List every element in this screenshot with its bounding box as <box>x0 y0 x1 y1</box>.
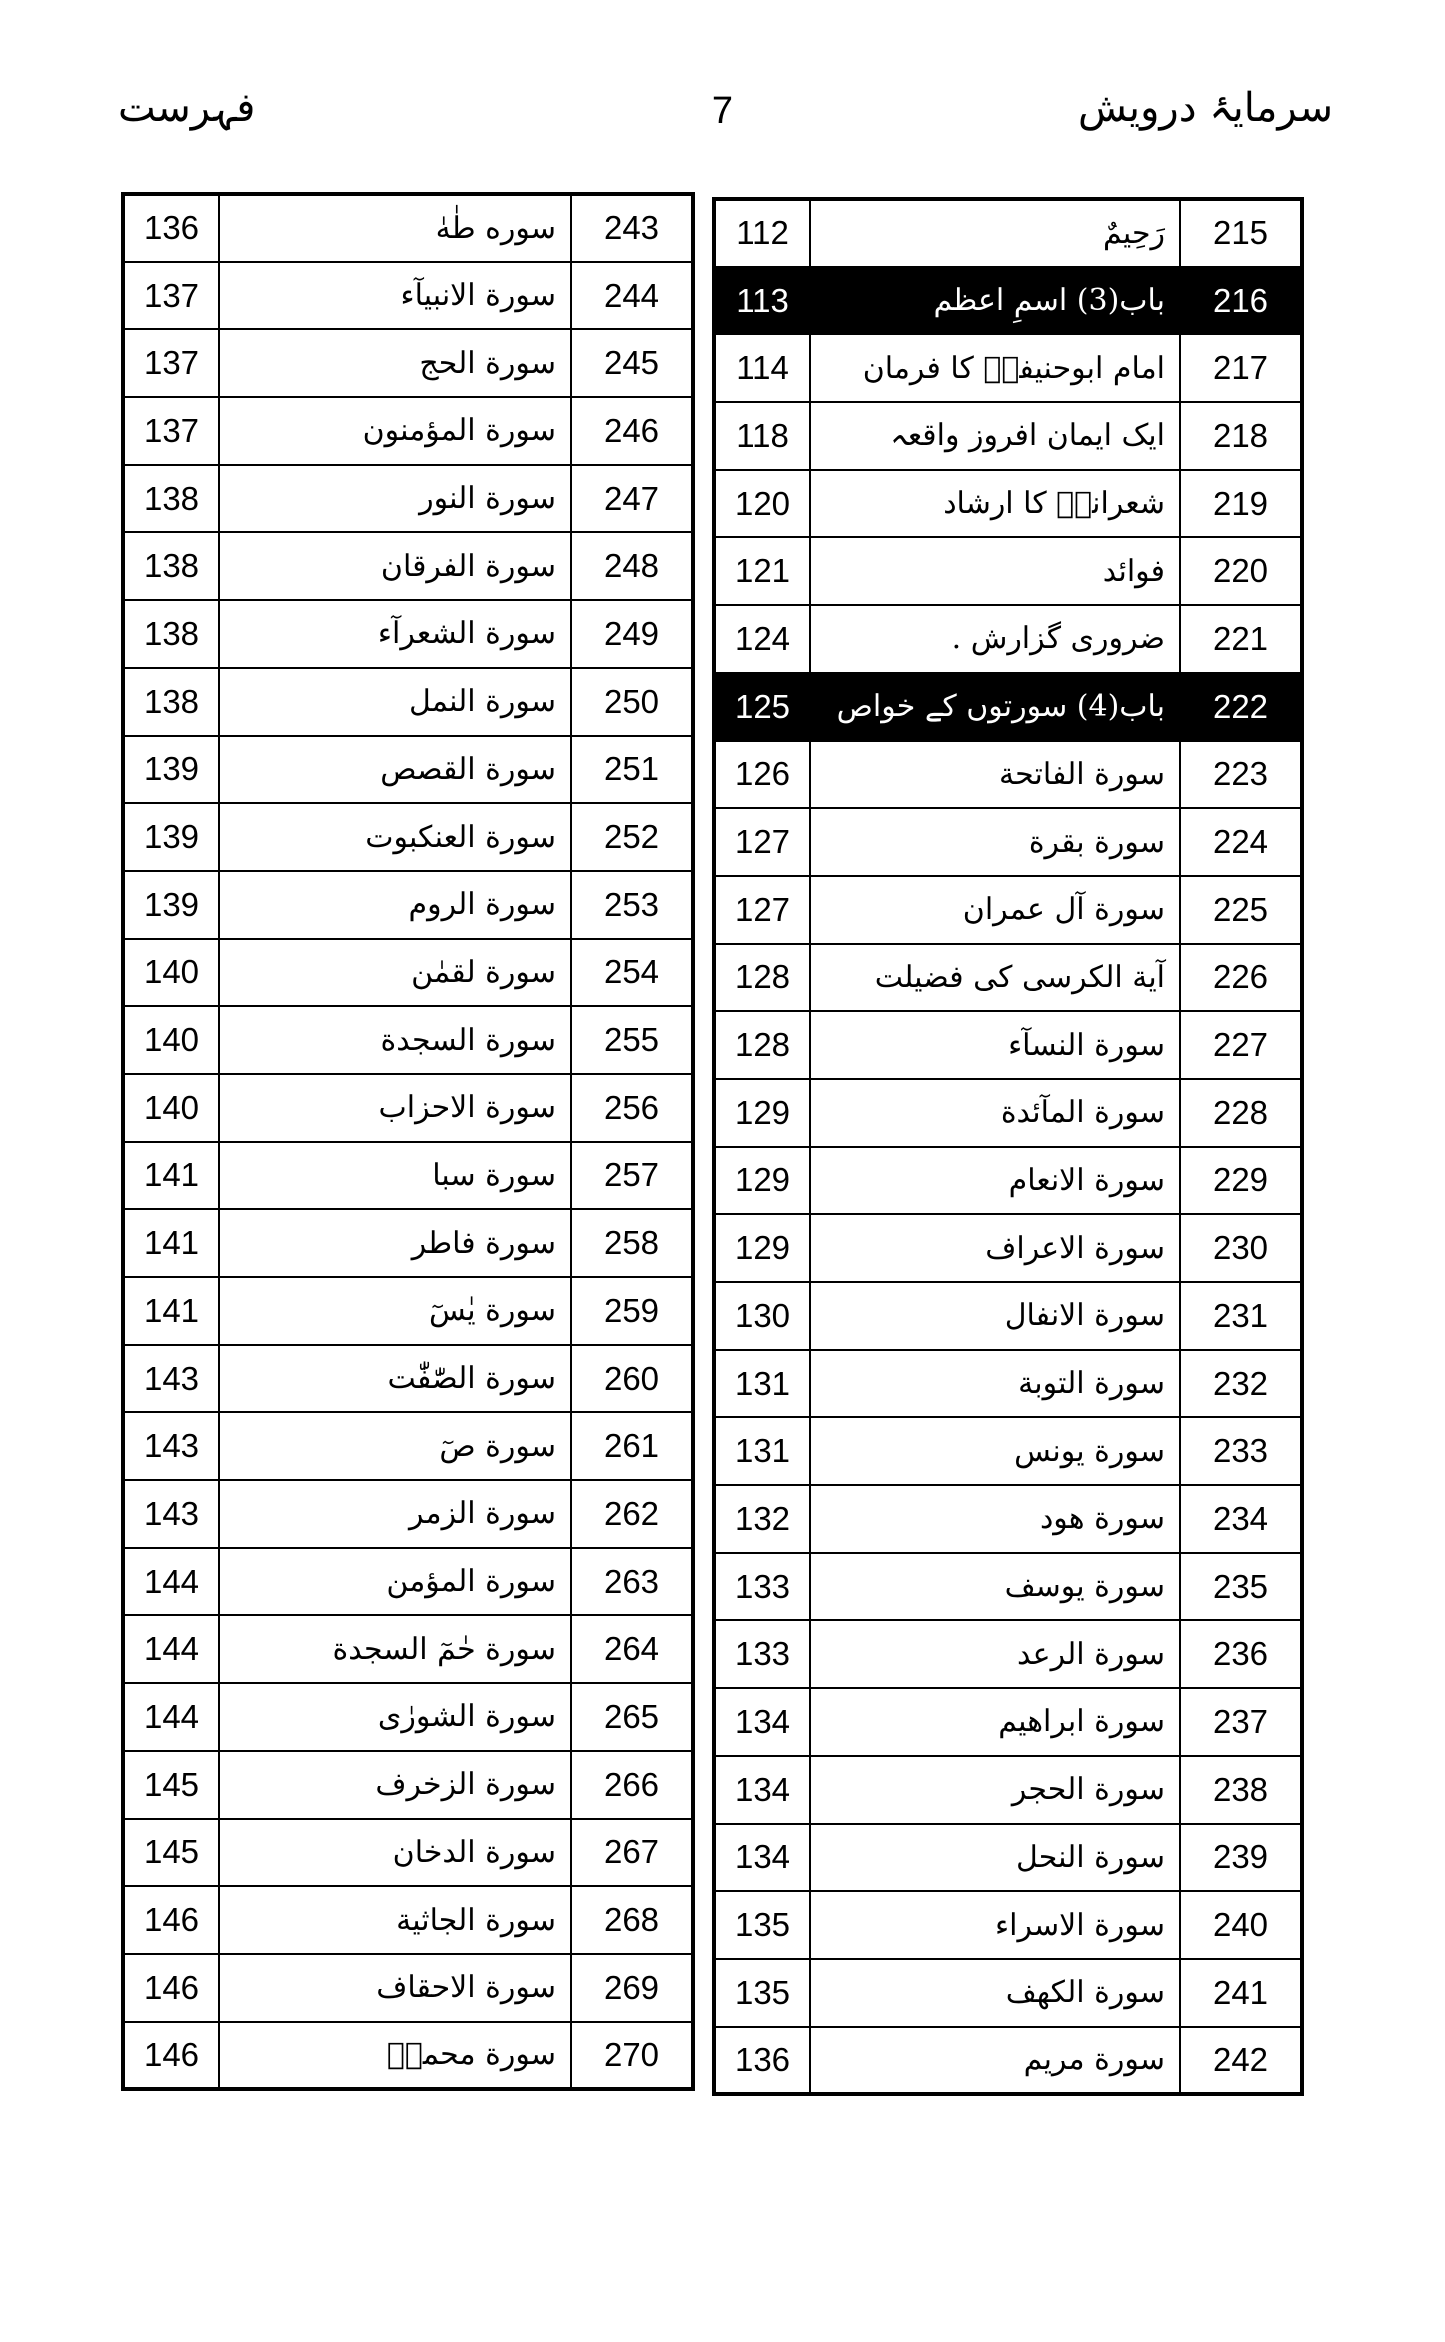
toc-row <box>714 334 1302 402</box>
toc-entry-title: سورة النسآء <box>810 1011 1180 1079</box>
toc-entry-title: سورة الشورٰی <box>219 1683 571 1751</box>
toc-page-number: 118 <box>714 402 810 470</box>
toc-entry-number: 242 <box>1180 2027 1302 2095</box>
toc-entry-number: 215 <box>1180 199 1302 267</box>
toc-page-number: 135 <box>714 1959 810 2027</box>
toc-page-number: 126 <box>714 741 810 809</box>
toc-entry-number: 265 <box>571 1683 693 1751</box>
toc-entry-title: سورة المؤمن <box>219 1548 571 1616</box>
toc-row <box>714 1282 1302 1350</box>
toc-page-number: 120 <box>714 470 810 538</box>
toc-row <box>714 1147 1302 1215</box>
toc-page-number: 143 <box>123 1412 219 1480</box>
toc-entry-title: سوره طٰهٰ <box>219 194 571 262</box>
toc-page-number: 146 <box>123 2022 219 2090</box>
toc-page-number: 140 <box>123 1006 219 1074</box>
toc-entry-title: سورة الانفال <box>810 1282 1180 1350</box>
toc-row <box>123 1345 693 1413</box>
toc-entry-title: شعرانیؒ کا ارشاد <box>810 470 1180 538</box>
toc-chapter-row <box>714 267 1302 335</box>
toc-row <box>123 1954 693 2022</box>
toc-row <box>123 736 693 804</box>
toc-entry-title: سورة آل عمران <box>810 876 1180 944</box>
toc-entry-number: 263 <box>571 1548 693 1616</box>
toc-entry-number: 222 <box>1180 673 1302 741</box>
toc-row <box>714 1620 1302 1688</box>
toc-page-number: 128 <box>714 944 810 1012</box>
toc-page-number: 124 <box>714 605 810 673</box>
toc-entry-title: سورة الزخرف <box>219 1751 571 1819</box>
toc-entry-number: 255 <box>571 1006 693 1074</box>
toc-page-number: 143 <box>123 1480 219 1548</box>
toc-entry-title: آية الكرسی کی فضیلت <box>810 944 1180 1012</box>
toc-row <box>714 1553 1302 1621</box>
toc-entry-title: سورة صٓ <box>219 1412 571 1480</box>
toc-page-number: 137 <box>123 397 219 465</box>
toc-entry-title: سورة سبا <box>219 1142 571 1210</box>
toc-row <box>123 1480 693 1548</box>
toc-entry-number: 243 <box>571 194 693 262</box>
toc-page-number: 133 <box>714 1553 810 1621</box>
toc-page-number: 131 <box>714 1350 810 1418</box>
toc-page-number: 129 <box>714 1147 810 1215</box>
toc-page-number: 145 <box>123 1751 219 1819</box>
toc-row <box>714 199 1302 267</box>
toc-page-number: 146 <box>123 1954 219 2022</box>
toc-entry-title: سورة الانعام <box>810 1147 1180 1215</box>
toc-entry-title: سورة الحج <box>219 329 571 397</box>
toc-entry-title: سورة فاطر <box>219 1209 571 1277</box>
toc-entry-number: 230 <box>1180 1214 1302 1282</box>
toc-entry-number: 266 <box>571 1751 693 1819</box>
toc-entry-number: 224 <box>1180 808 1302 876</box>
toc-entry-title: باب(4) سورتوں کے خواص <box>810 673 1180 741</box>
toc-row <box>714 1824 1302 1892</box>
toc-page-number: 144 <box>123 1615 219 1683</box>
toc-chapter-row <box>714 673 1302 741</box>
toc-page-number: 146 <box>123 1886 219 1954</box>
toc-entry-title: باب(3) اسمِ اعظم <box>810 267 1180 335</box>
toc-entry-title: سورة الانبيآء <box>219 262 571 330</box>
toc-entry-number: 248 <box>571 532 693 600</box>
toc-entry-number: 235 <box>1180 1553 1302 1621</box>
toc-entry-number: 269 <box>571 1954 693 2022</box>
toc-row <box>714 2027 1302 2095</box>
toc-row <box>123 600 693 668</box>
toc-entry-number: 262 <box>571 1480 693 1548</box>
toc-page-number: 127 <box>714 808 810 876</box>
toc-page-number: 134 <box>714 1756 810 1824</box>
toc-entry-title: سورة الفرقان <box>219 532 571 600</box>
toc-entry-title: سورة هود <box>810 1485 1180 1553</box>
page-number: 7 <box>711 90 734 132</box>
toc-row <box>123 1142 693 1210</box>
toc-entry-number: 220 <box>1180 537 1302 605</box>
toc-row <box>123 1006 693 1074</box>
toc-row <box>123 465 693 533</box>
toc-entry-title: سورة الحجر <box>810 1756 1180 1824</box>
toc-entry-title: سورة الاحقاف <box>219 1954 571 2022</box>
toc-row <box>714 1485 1302 1553</box>
toc-entry-title: سورة يونس <box>810 1417 1180 1485</box>
toc-page-number: 144 <box>123 1548 219 1616</box>
toc-entry-number: 218 <box>1180 402 1302 470</box>
toc-row <box>714 1214 1302 1282</box>
toc-entry-title: سورة المآئدة <box>810 1079 1180 1147</box>
toc-row <box>123 1683 693 1751</box>
toc-entry-title: سورة السجدة <box>219 1006 571 1074</box>
toc-entry-number: 245 <box>571 329 693 397</box>
toc-entry-title: سورة الزمر <box>219 1480 571 1548</box>
toc-entry-title: سورة الدخان <box>219 1819 571 1887</box>
toc-entry-number: 240 <box>1180 1891 1302 1959</box>
toc-row <box>123 194 693 262</box>
toc-entry-number: 259 <box>571 1277 693 1345</box>
toc-row <box>123 1615 693 1683</box>
toc-page-number: 139 <box>123 736 219 804</box>
toc-entry-number: 257 <box>571 1142 693 1210</box>
toc-entry-number: 264 <box>571 1615 693 1683</box>
toc-entry-number: 246 <box>571 397 693 465</box>
toc-entry-number: 253 <box>571 871 693 939</box>
toc-entry-number: 223 <box>1180 741 1302 809</box>
toc-entry-number: 227 <box>1180 1011 1302 1079</box>
toc-page-number: 132 <box>714 1485 810 1553</box>
toc-entry-title: فوائد <box>810 537 1180 605</box>
toc-entry-number: 221 <box>1180 605 1302 673</box>
toc-entry-title: سورة التوبة <box>810 1350 1180 1418</box>
toc-row <box>714 537 1302 605</box>
toc-page-number: 127 <box>714 876 810 944</box>
toc-entry-title: ایک ایمان افروز واقعہ <box>810 402 1180 470</box>
toc-entry-title: سورة لقمٰن <box>219 939 571 1007</box>
toc-page-number: 139 <box>123 803 219 871</box>
toc-entry-number: 270 <box>571 2022 693 2090</box>
toc-row <box>714 1079 1302 1147</box>
toc-row <box>123 1751 693 1819</box>
toc-entry-title: سورة النور <box>219 465 571 533</box>
toc-entry-number: 254 <box>571 939 693 1007</box>
toc-entry-number: 231 <box>1180 1282 1302 1350</box>
toc-row <box>123 1886 693 1954</box>
toc-page-number: 139 <box>123 871 219 939</box>
toc-page-number: 138 <box>123 465 219 533</box>
toc-entry-number: 219 <box>1180 470 1302 538</box>
toc-row <box>714 402 1302 470</box>
toc-entry-number: 228 <box>1180 1079 1302 1147</box>
toc-row <box>123 1209 693 1277</box>
toc-page-number: 112 <box>714 199 810 267</box>
toc-entry-title: سورة النحل <box>810 1824 1180 1892</box>
toc-page-number: 113 <box>714 267 810 335</box>
toc-entry-number: 267 <box>571 1819 693 1887</box>
toc-entry-title: سورة الرعد <box>810 1620 1180 1688</box>
toc-page-number: 144 <box>123 1683 219 1751</box>
toc-row <box>123 871 693 939</box>
toc-entry-number: 238 <box>1180 1756 1302 1824</box>
toc-entry-title: سورة ابراهيم <box>810 1688 1180 1756</box>
toc-row <box>123 532 693 600</box>
toc-entry-title: سورة العنكبوت <box>219 803 571 871</box>
toc-page-number: 141 <box>123 1209 219 1277</box>
toc-row <box>123 939 693 1007</box>
toc-page-number: 133 <box>714 1620 810 1688</box>
toc-row <box>714 470 1302 538</box>
toc-row <box>714 741 1302 809</box>
toc-entry-number: 237 <box>1180 1688 1302 1756</box>
toc-page-number: 134 <box>714 1824 810 1892</box>
toc-entry-title: سورة القصص <box>219 736 571 804</box>
toc-entry-number: 226 <box>1180 944 1302 1012</box>
toc-table-left <box>121 192 695 2091</box>
toc-page-number: 131 <box>714 1417 810 1485</box>
toc-row <box>714 605 1302 673</box>
toc-row <box>714 944 1302 1012</box>
toc-page-number: 129 <box>714 1214 810 1282</box>
toc-entry-title: سورة الاحزاب <box>219 1074 571 1142</box>
toc-row <box>123 668 693 736</box>
toc-entry-number: 249 <box>571 600 693 668</box>
toc-entry-title: سورة الروم <box>219 871 571 939</box>
toc-entry-title: سورة الشعرآء <box>219 600 571 668</box>
toc-entry-title: سورة الصّٰفّٰت <box>219 1345 571 1413</box>
toc-entry-number: 241 <box>1180 1959 1302 2027</box>
toc-row <box>714 1417 1302 1485</box>
book-title: سرمایۂ درویش <box>1077 85 1333 131</box>
toc-row <box>123 262 693 330</box>
toc-entry-number: 258 <box>571 1209 693 1277</box>
toc-row <box>714 1959 1302 2027</box>
toc-page-number: 135 <box>714 1891 810 1959</box>
toc-entry-number: 251 <box>571 736 693 804</box>
toc-entry-title: سورة الجاثية <box>219 1886 571 1954</box>
toc-row <box>123 329 693 397</box>
toc-entry-number: 250 <box>571 668 693 736</box>
toc-page-number: 141 <box>123 1277 219 1345</box>
toc-row <box>123 1277 693 1345</box>
toc-entry-title: امام ابوحنیفہؒ کا فرمان <box>810 334 1180 402</box>
toc-page-number: 137 <box>123 262 219 330</box>
toc-entry-title: سورة يوسف <box>810 1553 1180 1621</box>
toc-row <box>714 1011 1302 1079</box>
toc-row <box>714 1350 1302 1418</box>
toc-entry-number: 233 <box>1180 1417 1302 1485</box>
toc-row <box>714 808 1302 876</box>
toc-entry-number: 217 <box>1180 334 1302 402</box>
toc-row <box>714 1891 1302 1959</box>
toc-row <box>123 803 693 871</box>
toc-page-number: 138 <box>123 668 219 736</box>
toc-page-number: 129 <box>714 1079 810 1147</box>
toc-entry-number: 260 <box>571 1345 693 1413</box>
toc-entry-number: 244 <box>571 262 693 330</box>
toc-entry-number: 256 <box>571 1074 693 1142</box>
toc-page-number: 138 <box>123 532 219 600</box>
toc-entry-number: 268 <box>571 1886 693 1954</box>
toc-entry-title: رَحِیمٌ <box>810 199 1180 267</box>
toc-row <box>123 1074 693 1142</box>
toc-page-number: 136 <box>123 194 219 262</box>
toc-page-number: 140 <box>123 1074 219 1142</box>
toc-page-number: 130 <box>714 1282 810 1350</box>
toc-entry-title: سورة محمدؐ <box>219 2022 571 2090</box>
toc-page-number: 145 <box>123 1819 219 1887</box>
toc-entry-number: 229 <box>1180 1147 1302 1215</box>
toc-page-number: 137 <box>123 329 219 397</box>
toc-entry-title: سورة بقرة <box>810 808 1180 876</box>
toc-entry-title: سورة الفاتحة <box>810 741 1180 809</box>
toc-page-number: 121 <box>714 537 810 605</box>
toc-entry-number: 225 <box>1180 876 1302 944</box>
toc-row <box>123 1819 693 1887</box>
toc-row <box>123 2022 693 2090</box>
toc-entry-title: سورة مريم <box>810 2027 1180 2095</box>
toc-entry-number: 239 <box>1180 1824 1302 1892</box>
toc-entry-title: سورة الاعراف <box>810 1214 1180 1282</box>
toc-entry-number: 216 <box>1180 267 1302 335</box>
toc-row <box>123 397 693 465</box>
toc-row <box>123 1412 693 1480</box>
toc-page-number: 143 <box>123 1345 219 1413</box>
toc-row <box>123 1548 693 1616</box>
toc-entry-number: 232 <box>1180 1350 1302 1418</box>
toc-entry-number: 261 <box>571 1412 693 1480</box>
toc-entry-title: سورة الكهف <box>810 1959 1180 2027</box>
toc-page-number: 141 <box>123 1142 219 1210</box>
toc-entry-title: سورة المؤمنون <box>219 397 571 465</box>
toc-page-number: 114 <box>714 334 810 402</box>
toc-page-number: 140 <box>123 939 219 1007</box>
toc-entry-number: 247 <box>571 465 693 533</box>
toc-entry-title: سورة يٰسٓ <box>219 1277 571 1345</box>
toc-entry-title: سورة النمل <box>219 668 571 736</box>
toc-table-right <box>712 197 1304 2096</box>
toc-row <box>714 876 1302 944</box>
toc-entry-title: سورة حٰمٓ السجدة <box>219 1615 571 1683</box>
toc-row <box>714 1756 1302 1824</box>
toc-page-number: 136 <box>714 2027 810 2095</box>
toc-page-number: 128 <box>714 1011 810 1079</box>
toc-entry-number: 236 <box>1180 1620 1302 1688</box>
toc-entry-title: سورة الاسراء <box>810 1891 1180 1959</box>
toc-row <box>714 1688 1302 1756</box>
toc-page-number: 138 <box>123 600 219 668</box>
toc-entry-number: 252 <box>571 803 693 871</box>
toc-page-number: 125 <box>714 673 810 741</box>
toc-entry-title: ضروری گزارش . <box>810 605 1180 673</box>
toc-entry-number: 234 <box>1180 1485 1302 1553</box>
toc-page-number: 134 <box>714 1688 810 1756</box>
section-title: فہرست <box>118 85 256 131</box>
